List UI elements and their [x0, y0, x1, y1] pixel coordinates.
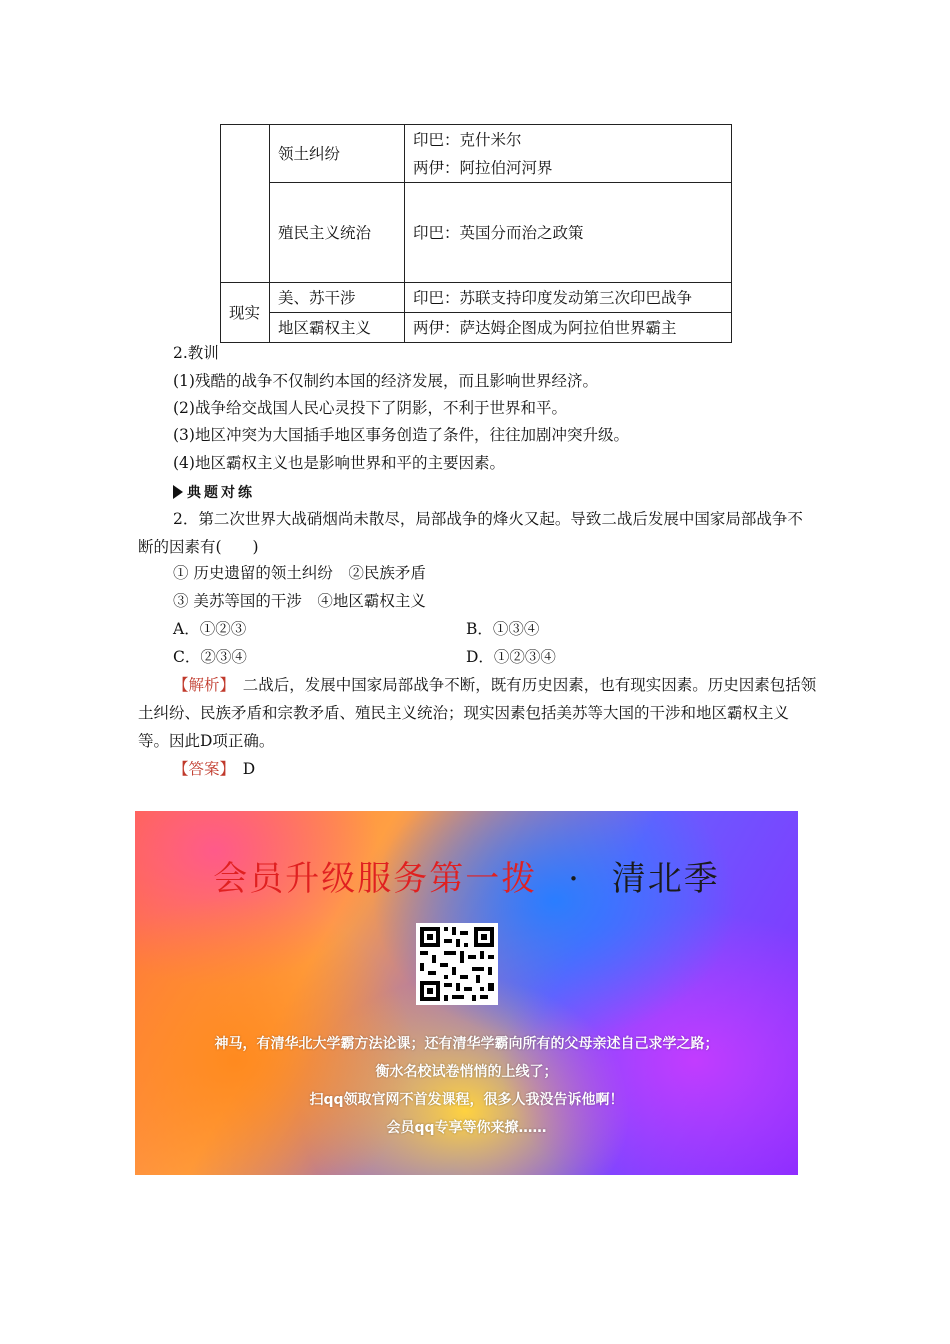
detail-line: 印巴：克什米尔 [413, 130, 522, 149]
banner-line: 扫qq领取官网不首发课程，很多人我没告诉他啊！ [309, 1092, 624, 1108]
choice-c: C．②③④ [173, 648, 247, 666]
detail-line: 两伊：阿拉伯河河界 [413, 158, 553, 177]
lessons-heading: 2.教训 [173, 344, 219, 362]
question-stem: 2．第二次世界大战硝烟尚未散尽，局部战争的烽火又起。导致二战后发展中国家局部战争不断的因素有( ) [138, 510, 803, 556]
play-arrow-icon [173, 485, 183, 499]
answer-tag: 【答案】 [173, 760, 228, 778]
analysis-text: 二战后，发展中国家局部战争不断，既有历史因素，也有现实因素。历史因素包括领土纠纷、民族矛盾和宗教矛盾、殖民主义统治；现实因素包括美苏等大国的干涉和地区霸权主义等。因此D项正确。 [138, 676, 817, 750]
analysis-tag: 【解析】 [173, 676, 228, 694]
detail-cell [405, 125, 732, 183]
detail-cell: 两伊：萨达姆企图成为阿拉伯世界霸主 [405, 313, 732, 343]
causes-table [220, 124, 732, 343]
choice-a: A．①②③ [173, 620, 247, 638]
lesson-item: (4)地区霸权主义也是影响世界和平的主要因素。 [173, 454, 505, 472]
banner-title-red: 会员升级服务第一拨 [213, 859, 538, 899]
choice-d: D．①②③④ [466, 648, 556, 666]
cause-cell: 美、苏干涉 [270, 283, 405, 313]
banner-title-rest: 清北季 [611, 859, 720, 899]
detail-cell: 印巴：英国分而治之政策 [405, 183, 732, 283]
qr-code-icon[interactable] [416, 923, 498, 1005]
lesson-item: (3)地区冲突为大国插手地区事务创造了条件，往往加剧冲突升级。 [173, 426, 629, 444]
answer-value: D [242, 760, 256, 778]
cause-cell: 殖民主义统治 [270, 183, 405, 283]
banner-title [135, 851, 798, 900]
question-options-line: ③ 美苏等国的干涉 ④地区霸权主义 [173, 592, 426, 610]
answer-line [173, 755, 255, 783]
detail-cell: 印巴：苏联支持印度发动第三次印巴战争 [405, 283, 732, 313]
promo-banner[interactable] [135, 811, 798, 1175]
section-label-text: 典题对练 [187, 485, 255, 501]
banner-line: 会员qq专享等你来撩…… [386, 1120, 547, 1136]
cause-cell: 地区霸权主义 [270, 313, 405, 343]
banner-line: 衡水名校试卷悄悄的上线了； [375, 1064, 558, 1080]
lesson-item: (1)残酷的战争不仅制约本国的经济发展，而且影响世界经济。 [173, 372, 598, 390]
section-label [173, 482, 255, 502]
analysis-paragraph [138, 671, 818, 755]
cause-cell: 领土纠纷 [270, 125, 405, 183]
history-group-cell [221, 125, 270, 283]
banner-line: 神马，有清华北大学霸方法论课；还有清华学霸向所有的父母亲述自己求学之路； [214, 1036, 719, 1052]
lesson-item: (2)战争给交战国人民心灵投下了阴影，不利于世界和平。 [173, 399, 567, 417]
banner-title-dot: · [568, 859, 581, 899]
choice-b: B．①③④ [466, 620, 540, 638]
reality-group-cell: 现实 [221, 283, 270, 343]
question-options-line: ① 历史遗留的领土纠纷 ②民族矛盾 [173, 564, 426, 582]
